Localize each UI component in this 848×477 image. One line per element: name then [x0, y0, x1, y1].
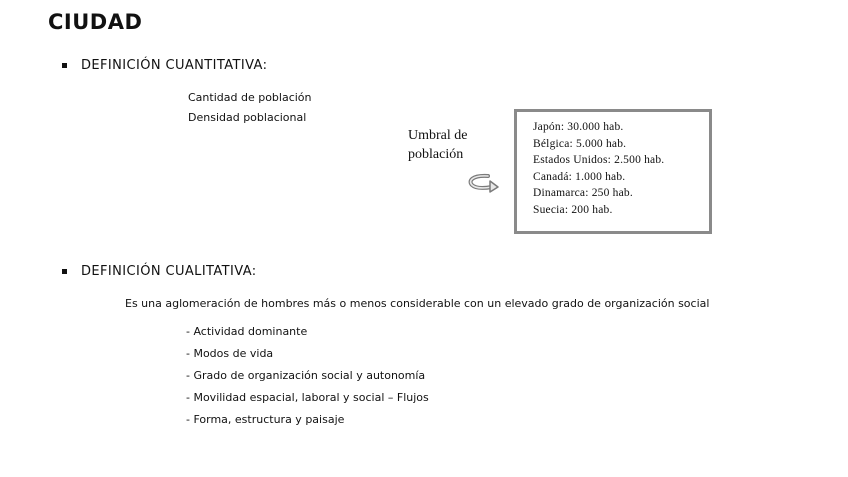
qualitative-description: Es una aglomeración de hombres más o menos considerable con un elevado grado de organización social	[125, 297, 710, 310]
umbral-item: Bélgica: 5.000 hab.	[533, 137, 627, 150]
quantitative-list	[188, 88, 312, 128]
umbral-item: Estados Unidos: 2.500 hab.	[533, 154, 665, 166]
list-item: Densidad poblacional	[188, 111, 307, 124]
list-item: - Forma, estructura y paisaje	[186, 413, 345, 426]
bullet-icon	[62, 269, 67, 274]
curved-arrow-icon	[466, 172, 500, 194]
umbral-item: Suecia: 200 hab.	[533, 203, 613, 216]
qualitative-list	[186, 321, 429, 431]
section-cuantitativa	[62, 58, 267, 73]
bullet-icon	[62, 63, 67, 68]
page-title: CIUDAD	[48, 10, 143, 34]
umbral-label: Umbral de población	[408, 128, 468, 162]
list-item: - Movilidad espacial, laboral y social – Flujos	[186, 391, 429, 404]
heading-cuantitativa: DEFINICIÓN CUANTITATIVA:	[81, 58, 268, 73]
heading-cualitativa: DEFINICIÓN CUALITATIVA:	[81, 264, 257, 279]
list-item: Cantidad de población	[188, 91, 312, 104]
umbral-item: Japón: 30.000 hab.	[533, 121, 624, 133]
umbral-item: Dinamarca: 250 hab.	[533, 187, 633, 199]
list-item: - Actividad dominante	[186, 325, 308, 338]
list-item: - Grado de organización social y autonomía	[186, 369, 426, 382]
umbral-item: Canadá: 1.000 hab.	[533, 170, 626, 183]
list-item: - Modos de vida	[186, 347, 274, 360]
umbral-box	[514, 109, 712, 234]
section-cualitativa	[62, 264, 257, 279]
